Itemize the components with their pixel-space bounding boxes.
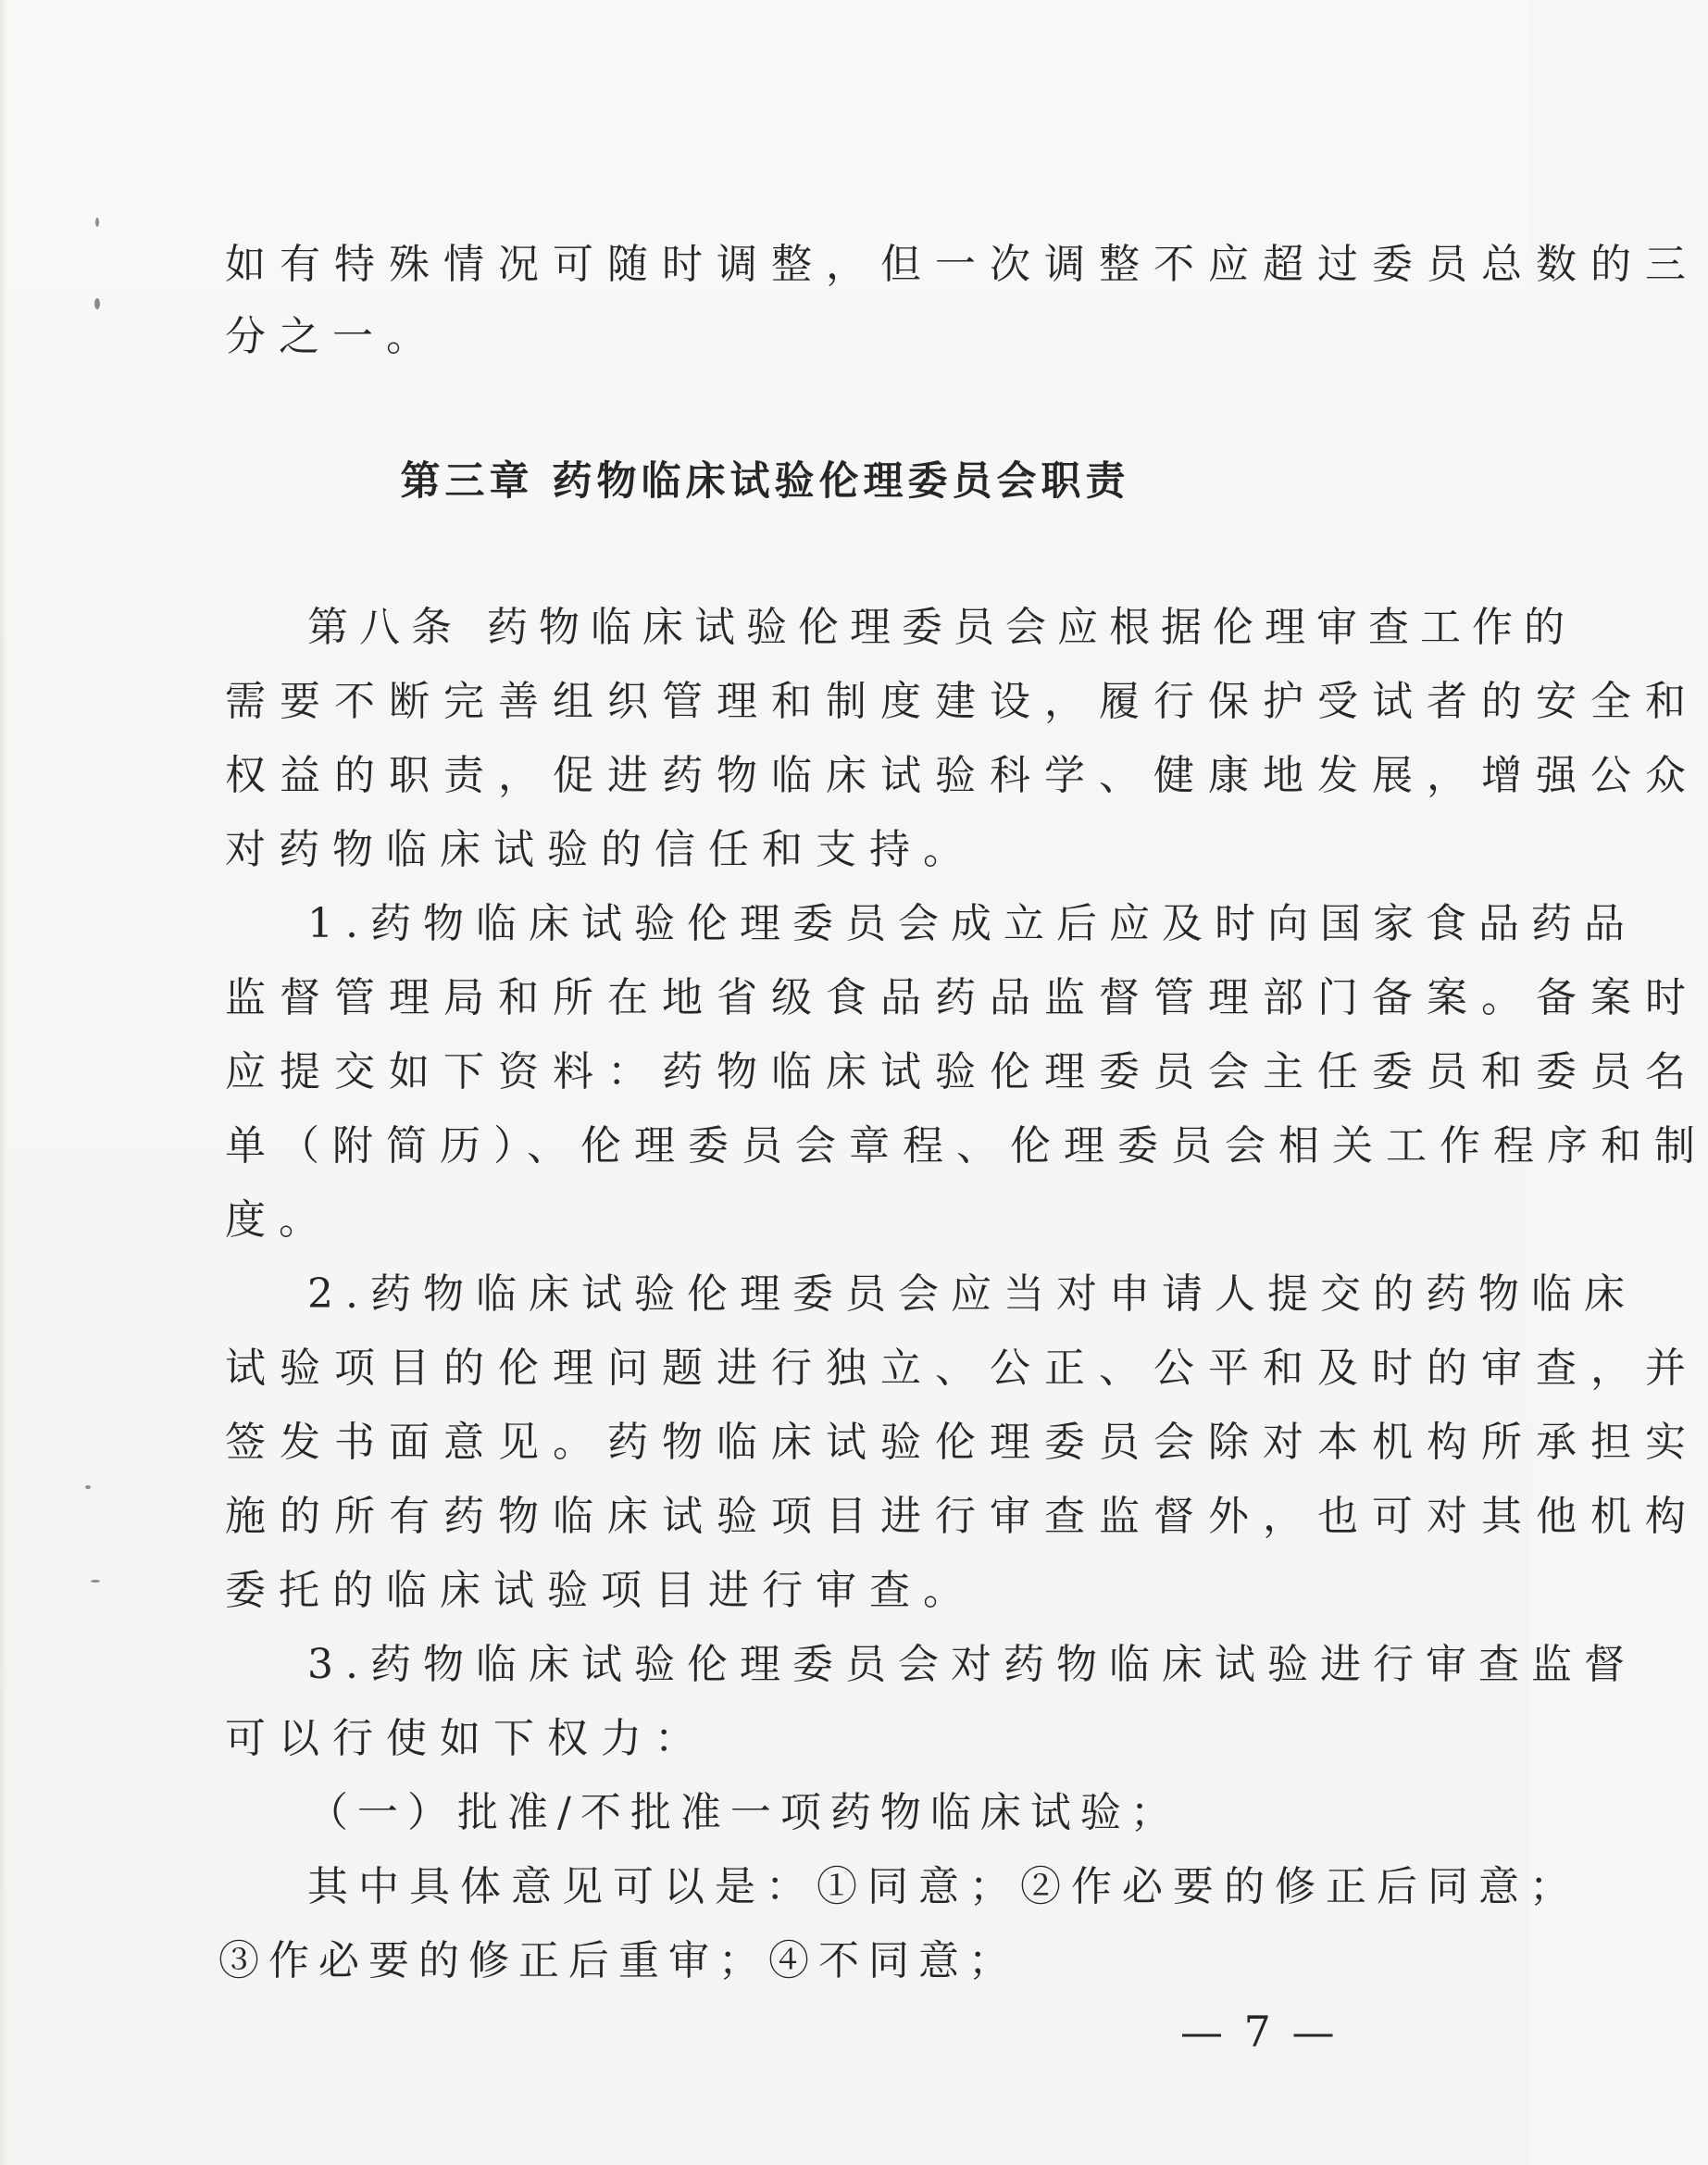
item-1-line-5: 度。 [225,1196,332,1244]
article-8-line-2: 需要不断完善组织管理和制度建设，履行保护受试者的安全和 [225,678,1700,725]
item-2-line-1: 2.药物临床试验伦理委员会应当对申请人提交的药物临床 [307,1270,1637,1318]
article-8-line-4: 对药物临床试验的信任和支持。 [225,826,977,873]
scan-speck [95,218,99,227]
item-2-line-4: 施的所有药物临床试验项目进行审查监督外，也可对其他机构 [225,1493,1700,1540]
scan-speck [91,1580,100,1583]
article-8-line-3: 权益的职责，促进药物临床试验科学、健康地发展，增强公众 [225,752,1700,799]
item-2-line-5: 委托的临床试验项目进行审查。 [225,1567,977,1614]
item-1-line-4: 单（附简历）、伦理委员会章程、伦理委员会相关工作程序和制 [225,1122,1708,1170]
item-1-line-2: 监督管理局和所在地省级食品药品监督管理部门备案。备案时 [225,974,1700,1021]
power-1-line-1: （一）批准/不批准一项药物临床试验； [307,1789,1180,1836]
article-8-line-1: 第八条 药物临床试验伦理委员会应根据伦理审查工作的 [307,604,1576,651]
scan-edge-shadow [0,0,7,2165]
power-1-line-3: ③作必要的修正后重审；④不同意； [218,1937,1018,1984]
item-1-line-1: 1.药物临床试验伦理委员会成立后应及时向国家食品药品 [307,900,1637,947]
item-3-line-2: 可以行使如下权力： [225,1715,708,1762]
opening-line-1: 如有特殊情况可随时调整，但一次调整不应超过委员总数的三 [225,241,1700,288]
chapter-title: 第三章 药物临床试验伦理委员会职责 [400,458,1130,505]
item-2-line-2: 试验项目的伦理问题进行独立、公正、公平和及时的审查，并 [225,1345,1700,1392]
item-3-line-1: 3.药物临床试验伦理委员会对药物临床试验进行审查监督 [307,1641,1637,1688]
opening-line-2: 分之一。 [225,313,440,360]
page-number: — 7 — [1180,2007,1339,2057]
item-2-line-3: 签发书面意见。药物临床试验伦理委员会除对本机构所承担实 [225,1419,1700,1466]
power-1-line-2: 其中具体意见可以是：①同意；②作必要的修正后同意； [307,1863,1580,1910]
item-1-line-3: 应提交如下资料：药物临床试验伦理委员会主任委员和委员名 [225,1048,1700,1095]
scan-speck [85,1485,91,1489]
scan-speck [94,298,100,309]
